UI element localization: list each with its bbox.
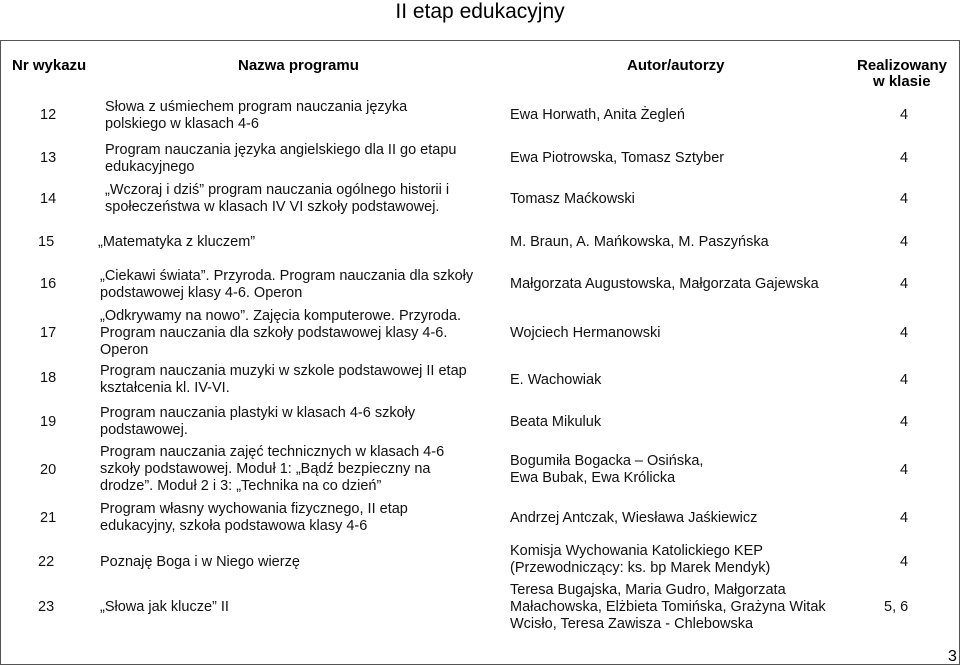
page-number: 3 xyxy=(948,648,957,665)
row-16-class: 4 xyxy=(900,276,909,292)
row-19-author: Beata Mikuluk xyxy=(510,414,602,430)
row-16-name-line2: podstawowej klasy 4-6. Operon xyxy=(100,285,303,301)
row-18-class: 4 xyxy=(900,372,909,388)
row-21-name-line2: edukacyjny, szkoła podstawowa klasy 4-6 xyxy=(100,518,368,534)
row-15-author: M. Braun, A. Mańkowska, M. Paszyńska xyxy=(510,234,769,250)
row-20-nr: 20 xyxy=(40,462,57,478)
row-13-class: 4 xyxy=(900,150,909,166)
row-12-name-line1: Słowa z uśmiechem program nauczania języka xyxy=(105,99,408,115)
row-18-nr: 18 xyxy=(40,370,57,386)
row-16-nr: 16 xyxy=(40,276,57,292)
header-class-line1: Realizowany xyxy=(857,57,948,74)
row-20-class: 4 xyxy=(900,462,909,478)
row-14-author: Tomasz Maćkowski xyxy=(510,191,635,207)
row-23-nr: 23 xyxy=(38,599,55,615)
header-name: Nazwa programu xyxy=(238,57,359,74)
row-12-name-line2: polskiego w klasach 4-6 xyxy=(105,116,259,132)
row-14-class: 4 xyxy=(900,191,909,207)
row-18-name-line2: kształcenia kl. IV-VI. xyxy=(100,380,230,396)
row-20-author-line2: Ewa Bubak, Ewa Królicka xyxy=(510,470,676,486)
row-21-class: 4 xyxy=(900,510,909,526)
row-23-class: 5, 6 xyxy=(884,599,909,615)
row-14-name-line1: „Wczoraj i dziś” program nauczania ogólnego historii i xyxy=(105,182,450,198)
table-border-left xyxy=(0,40,1,665)
row-17-name-line2: Program nauczania dla szkoły podstawowej klasy 4-6. xyxy=(100,325,448,341)
row-17-class: 4 xyxy=(900,325,909,341)
row-12-class: 4 xyxy=(900,107,909,123)
row-13-name-line1: Program nauczania języka angielskiego dla II go etapu xyxy=(105,142,457,158)
header-nr: Nr wykazu xyxy=(12,57,87,74)
row-18-name-line1: Program nauczania muzyki w szkole podstawowej II etap xyxy=(100,363,467,379)
row-17-name-line3: Operon xyxy=(100,342,149,358)
row-22-author-line1: Komisja Wychowania Katolickiego KEP xyxy=(510,543,763,559)
row-22-author-line2: (Przewodniczący: ks. bp Marek Mendyk) xyxy=(510,560,771,576)
row-19-name-line1: Program nauczania plastyki w klasach 4-6 szkoły xyxy=(100,405,416,421)
row-14-name-line2: społeczeństwa w klasach IV VI szkoły podstawowej. xyxy=(105,199,440,215)
row-23-author-line3: Wcisło, Teresa Zawisza - Chlebowska xyxy=(510,616,754,632)
row-20-author-line1: Bogumiła Bogacka – Osińska, xyxy=(510,453,704,469)
row-15-class: 4 xyxy=(900,234,909,250)
row-20-name-line2: szkoły podstawowej. Moduł 1: „Bądź bezpieczny na xyxy=(100,461,431,477)
row-22-nr: 22 xyxy=(38,554,55,570)
row-21-name-line1: Program własny wychowania fizycznego, II etap xyxy=(100,501,408,517)
row-13-author: Ewa Piotrowska, Tomasz Sztyber xyxy=(510,150,725,166)
row-17-name-line1: „Odkrywamy na nowo”. Zajęcia komputerowe. Przyroda. xyxy=(100,308,462,324)
row-19-class: 4 xyxy=(900,414,909,430)
row-22-name: Poznaję Boga i w Niego wierzę xyxy=(100,554,300,570)
table-border-bottom xyxy=(0,664,960,665)
row-22-class: 4 xyxy=(900,554,909,570)
page-title: II etap edukacyjny xyxy=(395,0,565,23)
row-16-author: Małgorzata Augustowska, Małgorzata Gajewska xyxy=(510,276,819,292)
row-12-author: Ewa Horwath, Anita Żegleń xyxy=(510,107,685,123)
row-14-nr: 14 xyxy=(40,191,57,207)
row-13-nr: 13 xyxy=(40,150,57,166)
row-21-nr: 21 xyxy=(40,510,57,526)
row-16-name-line1: „Ciekawi świata”. Przyroda. Program nauczania dla szkoły xyxy=(100,268,474,284)
row-13-name-line2: edukacyjnego xyxy=(105,159,195,175)
row-23-name: „Słowa jak klucze” II xyxy=(100,599,229,615)
row-18-author: E. Wachowiak xyxy=(510,372,602,388)
row-17-nr: 17 xyxy=(40,325,57,341)
row-15-name: „Matematyka z kluczem” xyxy=(98,234,256,250)
row-21-author: Andrzej Antczak, Wiesława Jaśkiewicz xyxy=(510,510,758,526)
row-23-author-line1: Teresa Bugajska, Maria Gudro, Małgorzata xyxy=(510,582,786,598)
table-border-top xyxy=(0,40,960,41)
row-12-nr: 12 xyxy=(40,107,57,123)
header-class-line2: w klasie xyxy=(873,73,931,90)
row-23-author-line2: Małachowska, Elżbieta Tomińska, Grażyna Witak xyxy=(510,599,826,615)
header-author: Autor/autorzy xyxy=(627,57,725,74)
row-17-author: Wojciech Hermanowski xyxy=(510,325,661,341)
row-20-name-line1: Program nauczania zajęć technicznych w klasach 4-6 xyxy=(100,444,445,460)
row-15-nr: 15 xyxy=(38,234,55,250)
row-19-nr: 19 xyxy=(40,414,57,430)
row-20-name-line3: drodze”. Moduł 2 i 3: „Technika na co dzień” xyxy=(100,478,382,494)
row-19-name-line2: podstawowej. xyxy=(100,422,188,438)
